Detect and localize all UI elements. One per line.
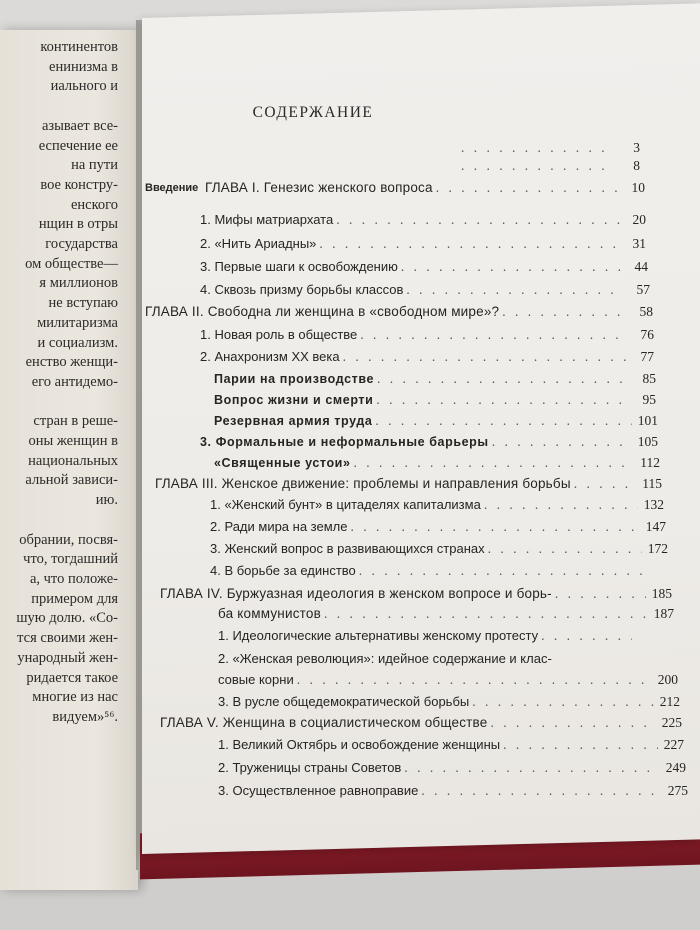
leader-dots — [552, 586, 646, 602]
left-page-line: енство женщи- — [25, 354, 118, 371]
toc-entry — [200, 434, 658, 450]
toc-page-number: 10 — [631, 180, 645, 195]
toc-page-number: 132 — [643, 497, 664, 512]
toc-entry-title: Парии на производстве — [214, 372, 375, 386]
leader-dots — [357, 327, 628, 343]
toc-page-number: 58 — [639, 304, 653, 319]
toc-entry-title: 1. Мифы матриархата — [200, 212, 334, 227]
toc-page-number: 227 — [663, 737, 684, 752]
leader-dots — [398, 259, 622, 275]
toc-page-number: 77 — [640, 349, 654, 364]
toc-entry-title: ба коммунистов — [218, 606, 321, 621]
toc-entry — [210, 519, 666, 535]
toc-entry-title: 3. В русле общедемократической борьбы — [218, 694, 470, 709]
toc-page-number: 275 — [667, 783, 688, 798]
left-page-line: а, что положе- — [29, 570, 118, 587]
leader-dots — [469, 694, 654, 710]
leader-dots — [481, 497, 638, 513]
toc-entry-title: 3. Формальные и неформальные барьеры — [200, 435, 489, 449]
toc-entry-title: 1. «Женский бунт» в цитаделях капитализма — [210, 497, 481, 512]
toc-entry — [218, 694, 680, 710]
toc-entry-title: 3. Осуществленное равноправие — [218, 783, 419, 798]
left-page-line: енинизма в — [49, 58, 118, 75]
leader-dots — [356, 563, 642, 579]
left-page-line: тся своими жен- — [17, 630, 118, 647]
toc-page-number: 187 — [653, 606, 674, 621]
left-page-line: оны женщин в — [28, 433, 118, 450]
left-page-line: нщин в отры — [38, 216, 118, 233]
toc-entry-title: ГЛАВА II. Свободна ли женщина в «свободном мире»? — [145, 304, 500, 319]
toc-entry — [218, 651, 672, 666]
left-page-line: многие из нас — [32, 689, 118, 706]
toc-entry-title: ГЛАВА IV. Буржуазная идеология в женском вопросе и борь- — [160, 586, 552, 601]
leader-dots — [333, 212, 620, 228]
left-page-line: его антидемо- — [31, 373, 118, 390]
toc-entry-title: ГЛАВА V. Женщина в социалистическом обществе — [160, 715, 488, 730]
leader-dots — [403, 282, 624, 298]
left-page-line: еспечение ее — [38, 137, 118, 154]
toc-page-number: 185 — [651, 586, 672, 601]
toc-page-number: 112 — [640, 455, 660, 470]
toc-page-number: 8 — [633, 158, 640, 173]
toc-entry — [214, 455, 660, 471]
toc-entry-title: 2. «Нить Ариадны» — [200, 236, 317, 251]
toc-entry-title: ГЛАВА I. Генезис женского вопроса — [205, 180, 433, 195]
leader-dots — [372, 413, 632, 429]
toc-entry — [200, 212, 646, 228]
left-page-line: ридается такое — [26, 669, 118, 686]
toc-page-number: 101 — [637, 413, 658, 428]
toc-page-number: 44 — [634, 259, 648, 274]
toc-entry — [214, 413, 658, 429]
toc-entry-title: 1. Новая роль в обществе — [200, 327, 358, 342]
toc-page-number: 76 — [640, 327, 654, 342]
toc-entry — [218, 783, 688, 799]
toc-page-number: 172 — [647, 541, 668, 556]
left-page-line: ию. — [95, 492, 118, 509]
toc-page-number: 212 — [659, 694, 680, 709]
toc-page-number: 225 — [661, 715, 682, 730]
toc-page-number: 105 — [637, 434, 658, 449]
toc-entry — [214, 371, 656, 387]
toc-entry — [200, 327, 654, 343]
left-page-line: примером для — [31, 590, 118, 607]
toc-page-number: 115 — [642, 476, 662, 491]
toc-entry-title: 2. Труженицы страны Советов — [218, 760, 402, 775]
left-page-line: альной зависи- — [25, 472, 118, 489]
toc-chapter-entry — [218, 606, 674, 622]
toc-entry — [218, 628, 658, 644]
toc-page-number: 85 — [642, 371, 656, 386]
toc-entry-title: 4. Сквозь призму борьбы классов — [200, 282, 404, 297]
leader-dots — [418, 783, 662, 799]
left-page-line: континентов — [40, 39, 118, 55]
toc-entry — [458, 140, 640, 156]
left-page-line: видуем»⁵⁶. — [52, 708, 118, 725]
toc-page-number: 3 — [633, 140, 640, 155]
toc-entry — [210, 541, 668, 557]
leader-dots — [351, 455, 634, 471]
leader-dots — [321, 606, 648, 622]
left-page-line: не вступаю — [48, 295, 118, 312]
toc-page-number: 249 — [665, 760, 686, 775]
toc-entry-title: 4. В борьбе за единство — [210, 563, 356, 578]
toc-entry-title: Вопрос жизни и смерти — [214, 393, 374, 407]
toc-page-number: 31 — [632, 236, 646, 251]
left-page-line: на пути — [71, 157, 118, 174]
toc-entry — [200, 259, 648, 275]
left-page-line: иального и — [50, 78, 118, 95]
left-page-line: ународный жен- — [17, 649, 118, 666]
left-page-line: обрании, посвя- — [19, 531, 118, 548]
toc-entry-title: «Священные устои» — [214, 456, 351, 470]
toc-entry — [458, 158, 640, 174]
leader-dots — [347, 519, 640, 535]
toc-entry — [214, 392, 656, 408]
leader-dots — [374, 371, 630, 387]
leader-dots — [458, 140, 614, 156]
leader-dots — [538, 628, 632, 644]
left-page-line: национальных — [28, 452, 118, 469]
left-page-line: и социализм. — [37, 334, 118, 351]
toc-page-number: 147 — [645, 519, 666, 534]
toc-entry — [210, 497, 664, 513]
toc-entry — [200, 236, 646, 252]
toc-entry-title: 3. Женский вопрос в развивающихся странах — [210, 541, 485, 556]
toc-page-number: 57 — [636, 282, 650, 297]
leader-dots — [499, 304, 627, 320]
leader-dots — [373, 392, 630, 408]
left-page-line: енского — [70, 196, 118, 213]
toc-entry-title: 2. Ради мира на земле — [210, 519, 348, 534]
toc-entry — [218, 672, 678, 688]
toc-page-number: 95 — [642, 392, 656, 407]
left-page-line: шую долю. «Со- — [16, 610, 118, 627]
toc-entry-title: Резервная армия труда — [214, 414, 373, 428]
left-page-line: вое констру- — [40, 176, 118, 193]
left-page-line: государства — [45, 236, 118, 253]
left-page-line: что, тогдашний — [23, 551, 118, 568]
leader-dots — [487, 715, 656, 731]
toc-entry — [200, 349, 654, 365]
leader-dots — [489, 434, 632, 450]
leader-dots — [485, 541, 642, 557]
toc-chapter-entry — [160, 715, 682, 731]
toc-entry-title: 2. Анахронизм XX века — [200, 349, 340, 364]
leader-dots — [294, 672, 652, 688]
toc-chapter-entry — [155, 476, 662, 492]
leader-dots — [571, 476, 636, 492]
toc-entry-title: 2. «Женская революция»: идейное содержание и клас- — [218, 651, 552, 666]
toc-chapter-entry — [145, 180, 645, 196]
toc-entry — [218, 760, 686, 776]
toc-entry-title: 1. Великий Октябрь и освобождение женщины — [218, 737, 501, 752]
left-page-line: милитаризма — [37, 314, 118, 331]
toc-page-number: 200 — [657, 672, 678, 687]
toc-chapter-entry — [145, 304, 653, 320]
toc-entry-title: совые корни — [218, 672, 294, 687]
left-page-line: я миллионов — [39, 275, 118, 292]
leader-dots — [433, 180, 619, 196]
toc-entry — [210, 563, 668, 579]
left-page-line: стран в реше- — [33, 413, 118, 430]
toc-entry-title: ГЛАВА III. Женское движение: проблемы и направления борьбы — [155, 476, 571, 491]
toc-entry — [200, 282, 650, 298]
toc-chapter-entry — [160, 586, 672, 602]
left-page-line: азывает все- — [41, 117, 118, 134]
toc-entry-title: 3. Первые шаги к освобождению — [200, 259, 398, 274]
leader-dots — [401, 760, 660, 776]
leader-dots — [458, 158, 614, 174]
left-page-line: ом обществе— — [25, 255, 118, 272]
leader-dots — [500, 737, 658, 753]
toc-entry — [218, 737, 684, 753]
toc-entry-title: Введение — [145, 182, 199, 194]
toc-entry-title: 1. Идеологические альтернативы женскому протесту — [218, 628, 539, 643]
leader-dots — [316, 236, 620, 252]
toc-title: СОДЕРЖАНИЕ — [252, 104, 374, 121]
toc-page-number: 20 — [632, 212, 646, 227]
leader-dots — [340, 349, 628, 365]
